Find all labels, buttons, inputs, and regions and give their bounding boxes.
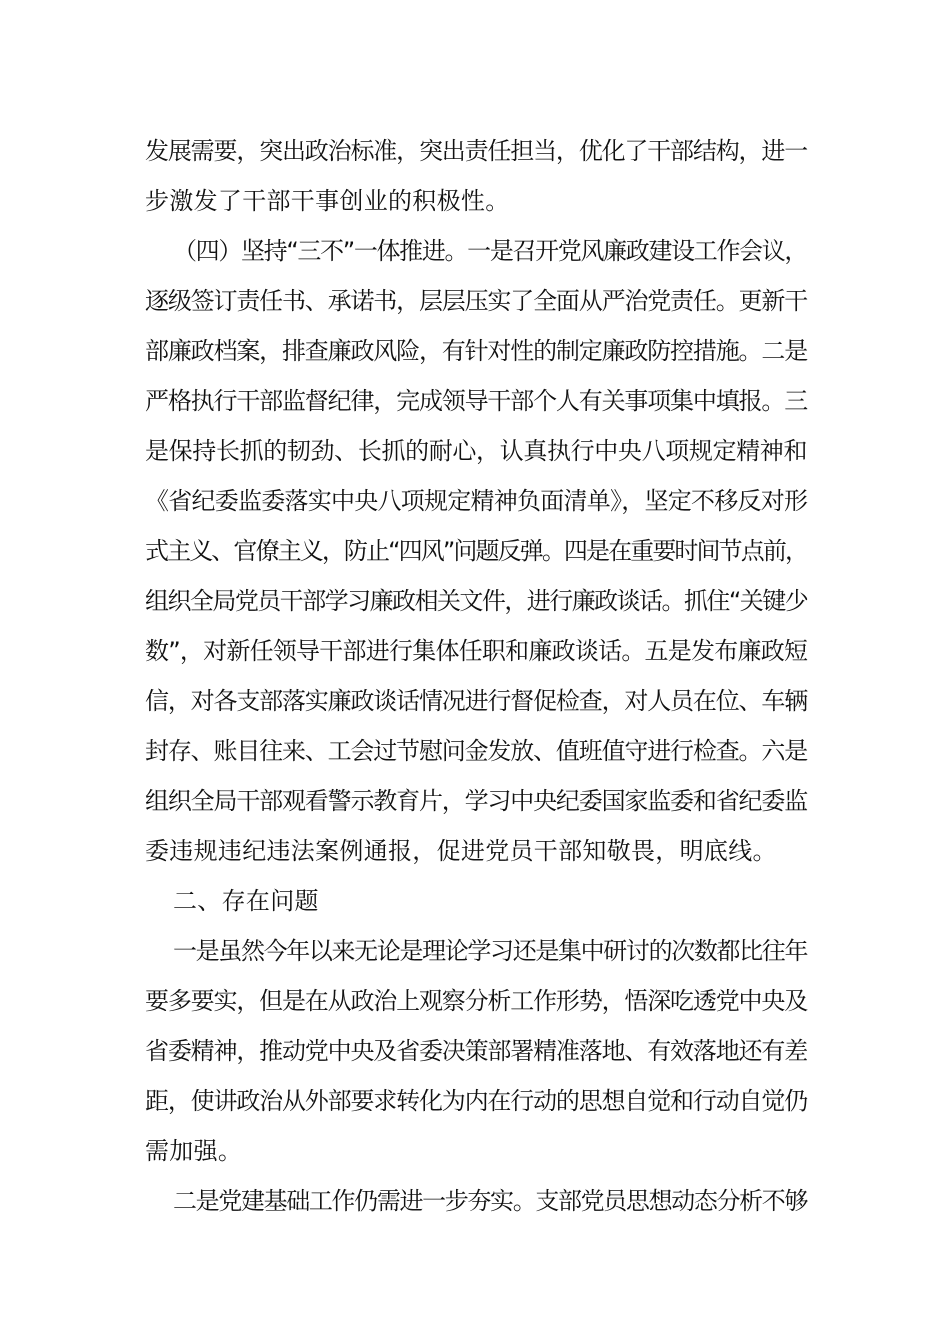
text-line: 要多要实，但是在从政治上观察分析工作形势，悟深吃透党中央及 (145, 987, 807, 1015)
text-line: 委违规违纪违法案例通报，促进党员干部知敬畏，明底线。 (145, 837, 777, 865)
text-line: 省委精神，推动党中央及省委决策部署精准落地、有效落地还有差 (145, 1037, 807, 1065)
text-line: 步激发了干部干事创业的积极性。 (145, 187, 510, 215)
text-line: 组织全局党员干部学习廉政相关文件，进行廉政谈话。抓住“关键少 (145, 587, 807, 615)
text-line: 逐级签订责任书、承诺书，层层压实了全面从严治党责任。更新干 (145, 287, 807, 315)
text-line: 信，对各支部落实廉政谈话情况进行督促检查，对人员在位、车辆 (145, 687, 807, 715)
text-line: 数”，对新任领导干部进行集体任职和廉政谈话。五是发布廉政短 (145, 637, 807, 665)
text-line: 一是虽然今年以来无论是理论学习还是集中研讨的次数都比往年 (173, 937, 807, 965)
section-heading: 二、存在问题 (173, 887, 319, 915)
document-body (145, 126, 807, 1226)
text-line: （四）坚持“三不”一体推进。一是召开党风廉政建设工作会议， (173, 237, 807, 265)
text-line: 组织全局干部观看警示教育片，学习中央纪委国家监委和省纪委监 (145, 787, 807, 815)
text-line: 需加强。 (145, 1137, 243, 1165)
text-line: 二是党建基础工作仍需进一步夯实。支部党员思想动态分析不够 (173, 1187, 807, 1215)
text-line: 距，使讲政治从外部要求转化为内在行动的思想自觉和行动自觉仍 (145, 1087, 807, 1115)
text-line: 封存、账目往来、工会过节慰问金发放、值班值守进行检查。六是 (145, 737, 807, 765)
text-line: 发展需要，突出政治标准，突出责任担当，优化了干部结构，进一 (145, 137, 807, 165)
text-line: 是保持长抓的韧劲、长抓的耐心，认真执行中央八项规定精神和 (145, 437, 807, 465)
text-line: 《省纪委监委落实中央八项规定精神负面清单》，坚定不移反对形 (145, 487, 807, 515)
text-line: 严格执行干部监督纪律，完成领导干部个人有关事项集中填报。三 (145, 387, 807, 415)
text-line: 部廉政档案，排查廉政风险，有针对性的制定廉政防控措施。二是 (145, 337, 807, 365)
text-line: 式主义、官僚主义，防止“四风”问题反弹。四是在重要时间节点前， (145, 537, 807, 565)
